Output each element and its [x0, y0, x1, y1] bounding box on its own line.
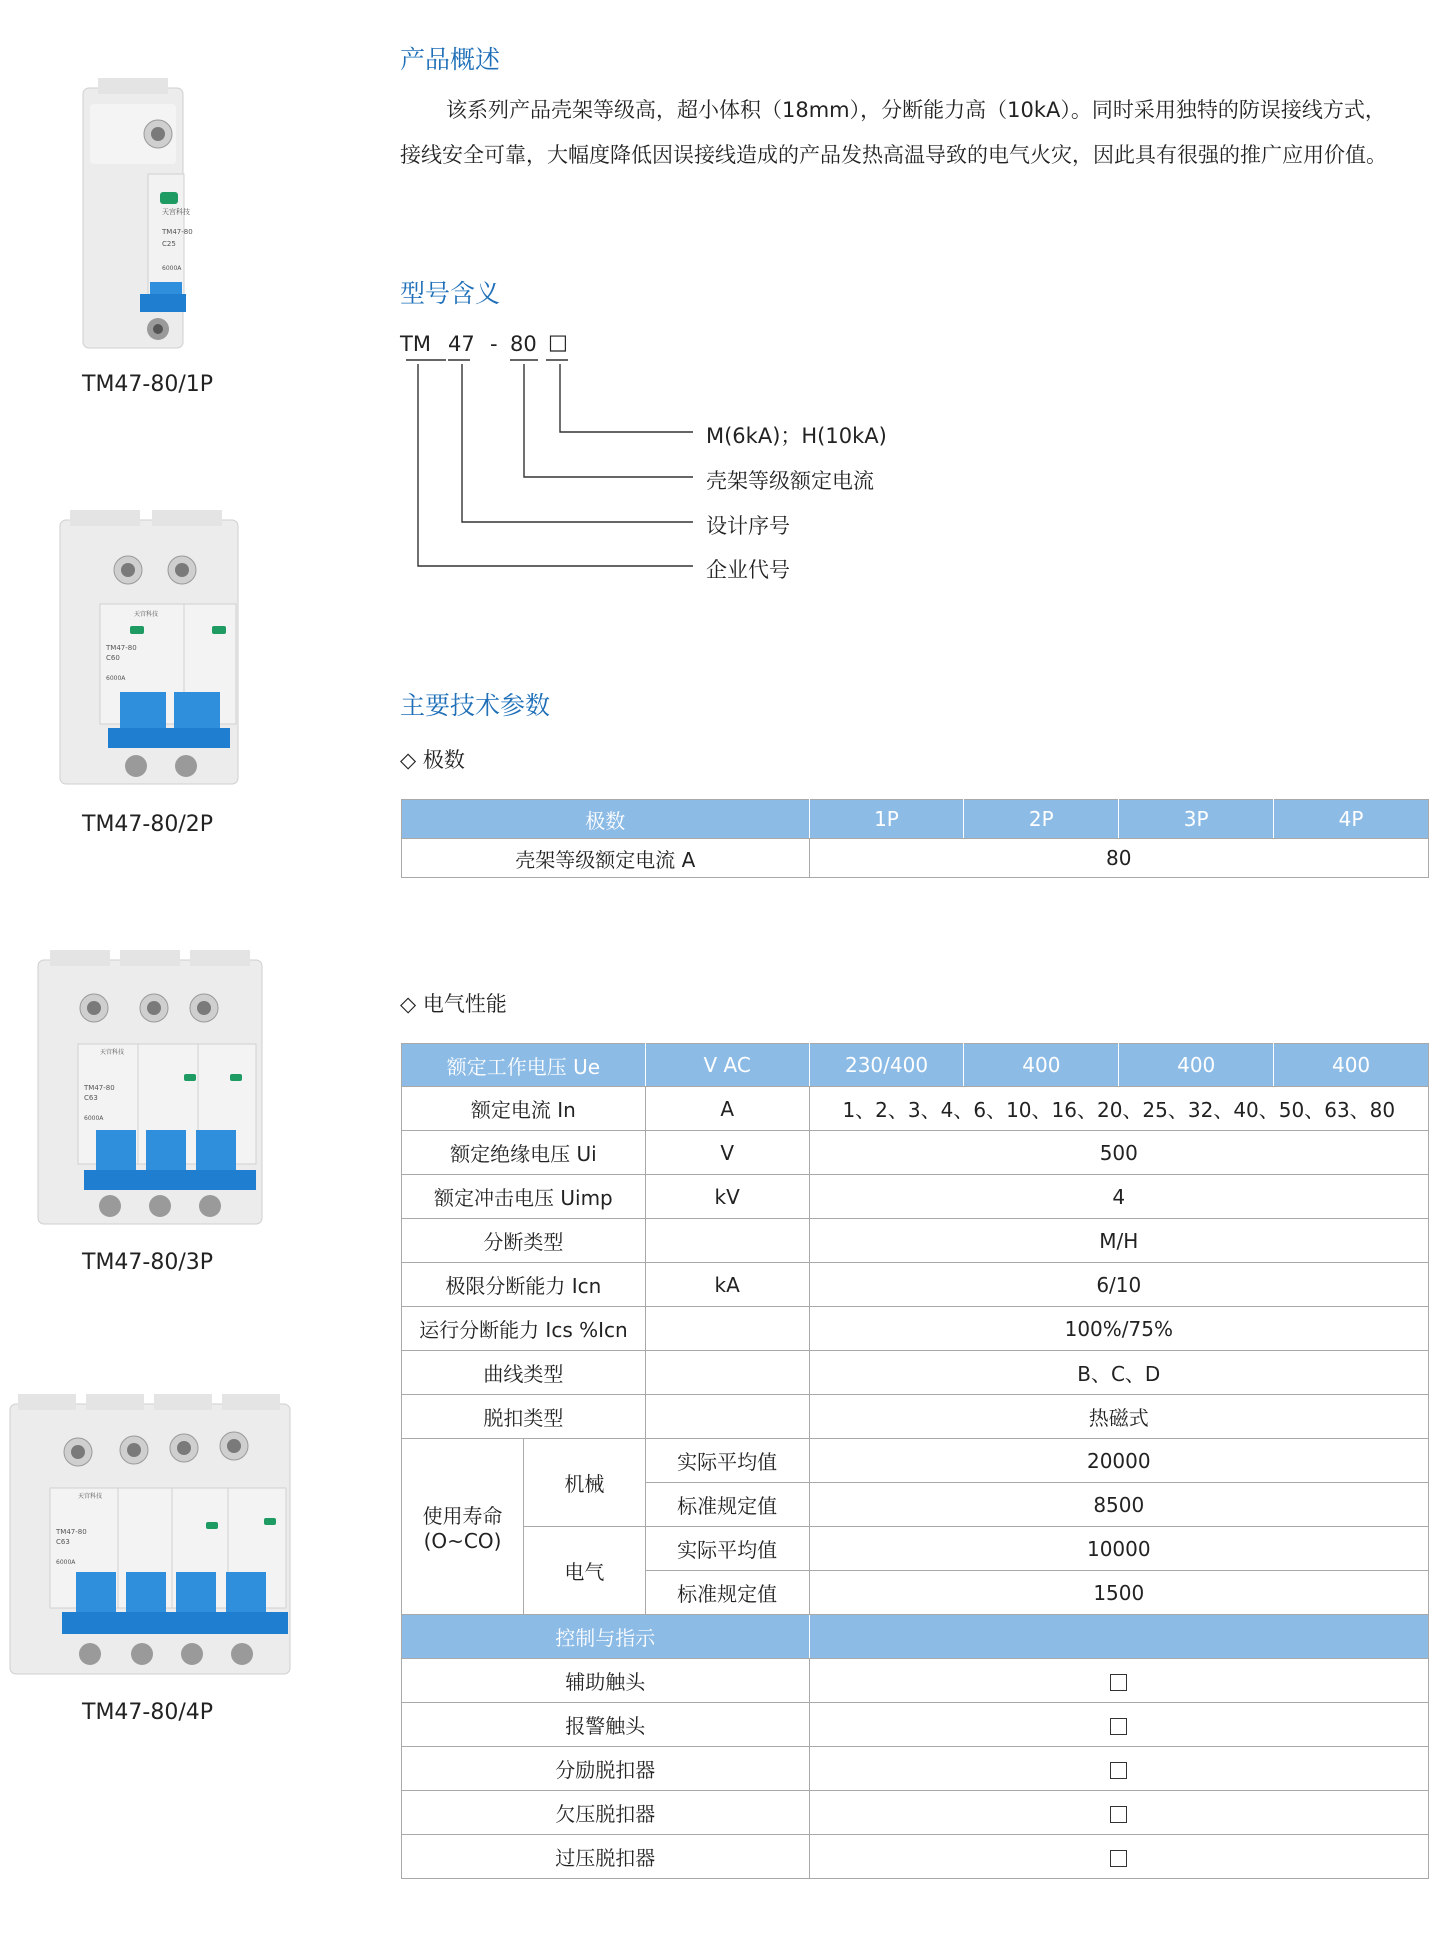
svg-text:6000A: 6000A: [84, 1115, 104, 1122]
elec-header-2p: 400: [964, 1044, 1119, 1087]
overview-paragraph: [400, 88, 1430, 178]
elec-row-unit: A: [645, 1087, 809, 1131]
svg-text:天宫科技: 天宫科技: [162, 208, 190, 216]
product-caption-1p: TM47-80/1P: [82, 372, 214, 397]
elec-row-unit: kA: [645, 1263, 809, 1307]
product-image-3p: [34, 948, 266, 1228]
svg-text:C25: C25: [162, 240, 176, 248]
control-row-label: 报警触头: [402, 1703, 810, 1747]
control-row-option: [809, 1659, 1428, 1703]
control-row-option: [809, 1703, 1428, 1747]
elec-row-value: M/H: [809, 1219, 1428, 1263]
elec-row-value: 6/10: [809, 1263, 1428, 1307]
elec-row-label: 分断类型: [402, 1219, 646, 1263]
overview-line-1: 该系列产品壳架等级高，超小体积（18mm），分断能力高（10kA）。同时采用独特的防误接线方式，: [446, 98, 1386, 122]
elec-header-vac: V AC: [645, 1044, 809, 1087]
svg-text:C60: C60: [106, 654, 120, 662]
product-caption-4p: TM47-80/4P: [82, 1700, 214, 1725]
elec-header-3p: 400: [1119, 1044, 1274, 1087]
control-header-blank: [809, 1615, 1428, 1659]
model-meaning-breaking: M(6kA)；H(10kA): [706, 424, 887, 448]
elec-row-value: B、C、D: [809, 1351, 1428, 1395]
model-meaning-company-code: 企业代号: [706, 558, 790, 582]
life-label-line-1: 使用寿命: [422, 1504, 503, 1528]
svg-text:天宫科技: 天宫科技: [100, 1049, 125, 1056]
elec-header-ue: 额定工作电压 Ue: [402, 1044, 646, 1087]
elec-header-4p: 400: [1274, 1044, 1429, 1087]
elec-row-unit: kV: [645, 1175, 809, 1219]
control-row-option: [809, 1835, 1428, 1879]
elec-subtitle: ◇ 电气性能: [400, 992, 507, 1016]
life-elec-standard-label: 标准规定值: [645, 1571, 809, 1615]
model-part-tm: TM: [400, 332, 431, 356]
poles-header-3p: 3P: [1119, 800, 1274, 839]
svg-text:天宫科技: 天宫科技: [78, 1493, 103, 1500]
model-part-47: 47: [448, 332, 475, 356]
elec-row-value: 热磁式: [809, 1395, 1428, 1439]
life-label-line-2: (O~CO): [423, 1529, 502, 1553]
life-elec-standard-value: 1500: [809, 1571, 1428, 1615]
life-label: [402, 1439, 524, 1615]
control-row-label: 辅助触头: [402, 1659, 810, 1703]
life-elec-label: 电气: [523, 1527, 645, 1615]
checkbox-icon: [1110, 1762, 1127, 1779]
elec-row-value: 100%/75%: [809, 1307, 1428, 1351]
poles-row-label: 壳架等级额定电流 A: [402, 839, 810, 878]
elec-row-label: 额定电流 In: [402, 1087, 646, 1131]
elec-table: [401, 1043, 1429, 1879]
model-meaning-design-no: 设计序号: [706, 514, 790, 538]
elec-row-value: 500: [809, 1131, 1428, 1175]
checkbox-icon: [1110, 1718, 1127, 1735]
svg-text:TM47-80: TM47-80: [84, 1084, 115, 1092]
svg-text:TM47-80: TM47-80: [106, 644, 137, 652]
elec-row-unit: [645, 1395, 809, 1439]
elec-row-label: 额定冲击电压 Uimp: [402, 1175, 646, 1219]
overview-line-2: 接线安全可靠，大幅度降低因误接线造成的产品发热高温导致的电气火灾，因此具有很强的推广应用价值。: [400, 143, 1387, 167]
checkbox-icon: [1110, 1806, 1127, 1823]
elec-row-label: 脱扣类型: [402, 1395, 646, 1439]
product-image-2p: [56, 508, 242, 788]
poles-subtitle: ◇ 极数: [400, 748, 465, 772]
life-mech-label: 机械: [523, 1439, 645, 1527]
svg-text:6000A: 6000A: [56, 1559, 76, 1566]
model-meaning-frame-current: 壳架等级额定电流: [706, 469, 874, 493]
elec-row-unit: [645, 1351, 809, 1395]
control-row-option: [809, 1747, 1428, 1791]
life-mech-actual-value: 20000: [809, 1439, 1428, 1483]
elec-row-unit: V: [645, 1131, 809, 1175]
control-row-option: [809, 1791, 1428, 1835]
svg-text:6000A: 6000A: [162, 265, 182, 272]
svg-text:C63: C63: [56, 1538, 70, 1546]
product-image-4p: [6, 1392, 294, 1678]
elec-row-value: 4: [809, 1175, 1428, 1219]
poles-header-2p: 2P: [964, 800, 1119, 839]
params-title: 主要技术参数: [400, 691, 551, 720]
svg-text:C63: C63: [84, 1094, 98, 1102]
poles-header-label: 极数: [402, 800, 810, 839]
life-elec-actual-label: 实际平均值: [645, 1527, 809, 1571]
model-part-suffix: □: [548, 330, 568, 354]
elec-row-label: 曲线类型: [402, 1351, 646, 1395]
poles-header-4p: 4P: [1274, 800, 1429, 839]
overview-title: 产品概述: [400, 45, 501, 74]
elec-row-label: 极限分断能力 Icn: [402, 1263, 646, 1307]
product-caption-3p: TM47-80/3P: [82, 1250, 214, 1275]
checkbox-icon: [1110, 1674, 1127, 1691]
control-header: 控制与指示: [402, 1615, 810, 1659]
poles-table: [401, 799, 1429, 878]
model-part-80: 80: [510, 332, 537, 356]
control-row-label: 分励脱扣器: [402, 1747, 810, 1791]
elec-row-label: 额定绝缘电压 Ui: [402, 1131, 646, 1175]
poles-header-1p: 1P: [809, 800, 964, 839]
elec-row-unit: [645, 1219, 809, 1263]
poles-row-value: 80: [809, 839, 1428, 878]
life-mech-standard-label: 标准规定值: [645, 1483, 809, 1527]
model-connector-lines: [400, 360, 700, 570]
product-caption-2p: TM47-80/2P: [82, 812, 214, 837]
checkbox-icon: [1110, 1850, 1127, 1867]
svg-text:TM47-80: TM47-80: [162, 228, 193, 236]
model-part-dash: -: [490, 332, 498, 356]
life-mech-actual-label: 实际平均值: [645, 1439, 809, 1483]
life-mech-standard-value: 8500: [809, 1483, 1428, 1527]
elec-row-value: 1、2、3、4、6、10、16、20、25、32、40、50、63、80: [809, 1087, 1428, 1131]
svg-text:天宫科技: 天宫科技: [134, 611, 159, 618]
life-elec-actual-value: 10000: [809, 1527, 1428, 1571]
control-row-label: 欠压脱扣器: [402, 1791, 810, 1835]
product-image-1p: [78, 74, 193, 354]
elec-row-label: 运行分断能力 Ics %Icn: [402, 1307, 646, 1351]
elec-header-1p: 230/400: [809, 1044, 964, 1087]
control-row-label: 过压脱扣器: [402, 1835, 810, 1879]
elec-row-unit: [645, 1307, 809, 1351]
svg-text:6000A: 6000A: [106, 675, 126, 682]
svg-text:TM47-80: TM47-80: [56, 1528, 87, 1536]
model-title: 型号含义: [400, 279, 501, 308]
